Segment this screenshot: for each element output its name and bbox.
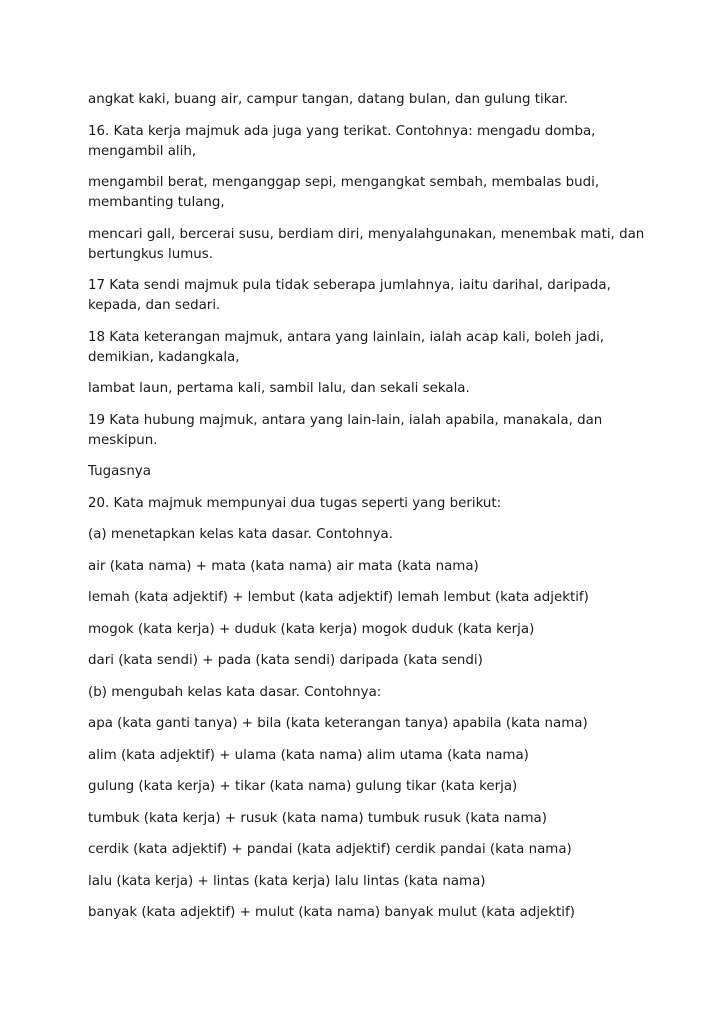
paragraph: 19 Kata hubung majmuk, antara yang lain-lain, ialah apabila, manakala, dan meskipun. <box>88 412 603 448</box>
section-heading: Tugasnya <box>88 464 151 479</box>
paragraph: mencari gall, bercerai susu, berdiam diri, menyalahgunakan, menembak mati, dan bertungkus lumus. <box>88 226 645 262</box>
example-line: mogok (kata kerja) + duduk (kata kerja) mogok duduk (kata kerja) <box>88 621 535 637</box>
example-line: tumbuk (kata kerja) + rusuk (kata nama) tumbuk rusuk (kata nama) <box>88 810 547 826</box>
example-line: cerdik (kata adjektif) + pandai (kata adjektif) cerdik pandai (kata nama) <box>88 842 572 857</box>
example-line: air (kata nama) + mata (kata nama) air mata (kata nama) <box>88 558 479 574</box>
paragraph: 20. Kata majmuk mempunyai dua tugas seperti yang berikut: <box>88 495 502 511</box>
example-line: gulung (kata kerja) + tikar (kata nama) gulung tikar (kata kerja) <box>88 779 518 794</box>
example-line: alim (kata adjektif) + ulama (kata nama) alim utama (kata nama) <box>88 747 529 763</box>
document-body <box>88 90 648 935</box>
example-line: lalu (kata kerja) + lintas (kata kerja) lalu lintas (kata nama) <box>88 873 486 889</box>
paragraph: lambat laun, pertama kali, sambil lalu, dan sekali sekala. <box>88 381 470 396</box>
paragraph: (b) mengubah kelas kata dasar. Contohnya: <box>88 684 382 700</box>
example-line: banyak (kata adjektif) + mulut (kata nama) banyak mulut (kata adjektif) <box>88 905 575 920</box>
paragraph: 17 Kata sendi majmuk pula tidak seberapa jumlahnya, iaitu darihal, daripada, kepada, dan sedari. <box>88 278 611 313</box>
paragraph: angkat kaki, buang air, campur tangan, datang bulan, dan gulung tikar. <box>88 92 568 107</box>
paragraph: 18 Kata keterangan majmuk, antara yang lainlain, ialah acap kali, boleh jadi, demikian, kadangkala, <box>88 329 605 365</box>
example-line: apa (kata ganti tanya) + bila (kata keterangan tanya) apabila (kata nama) <box>88 716 588 731</box>
paragraph: 16. Kata kerja majmuk ada juga yang terikat. Contohnya: mengadu domba, mengambil alih, <box>88 123 596 159</box>
paragraph: (a) menetapkan kelas kata dasar. Contohnya. <box>88 527 393 542</box>
paragraph: mengambil berat, menganggap sepi, mengangkat sembah, membalas budi, membanting tulang, <box>88 175 600 210</box>
example-line: dari (kata sendi) + pada (kata sendi) daripada (kata sendi) <box>88 653 483 668</box>
example-line: lemah (kata adjektif) + lembut (kata adjektif) lemah lembut (kata adjektif) <box>88 590 589 605</box>
